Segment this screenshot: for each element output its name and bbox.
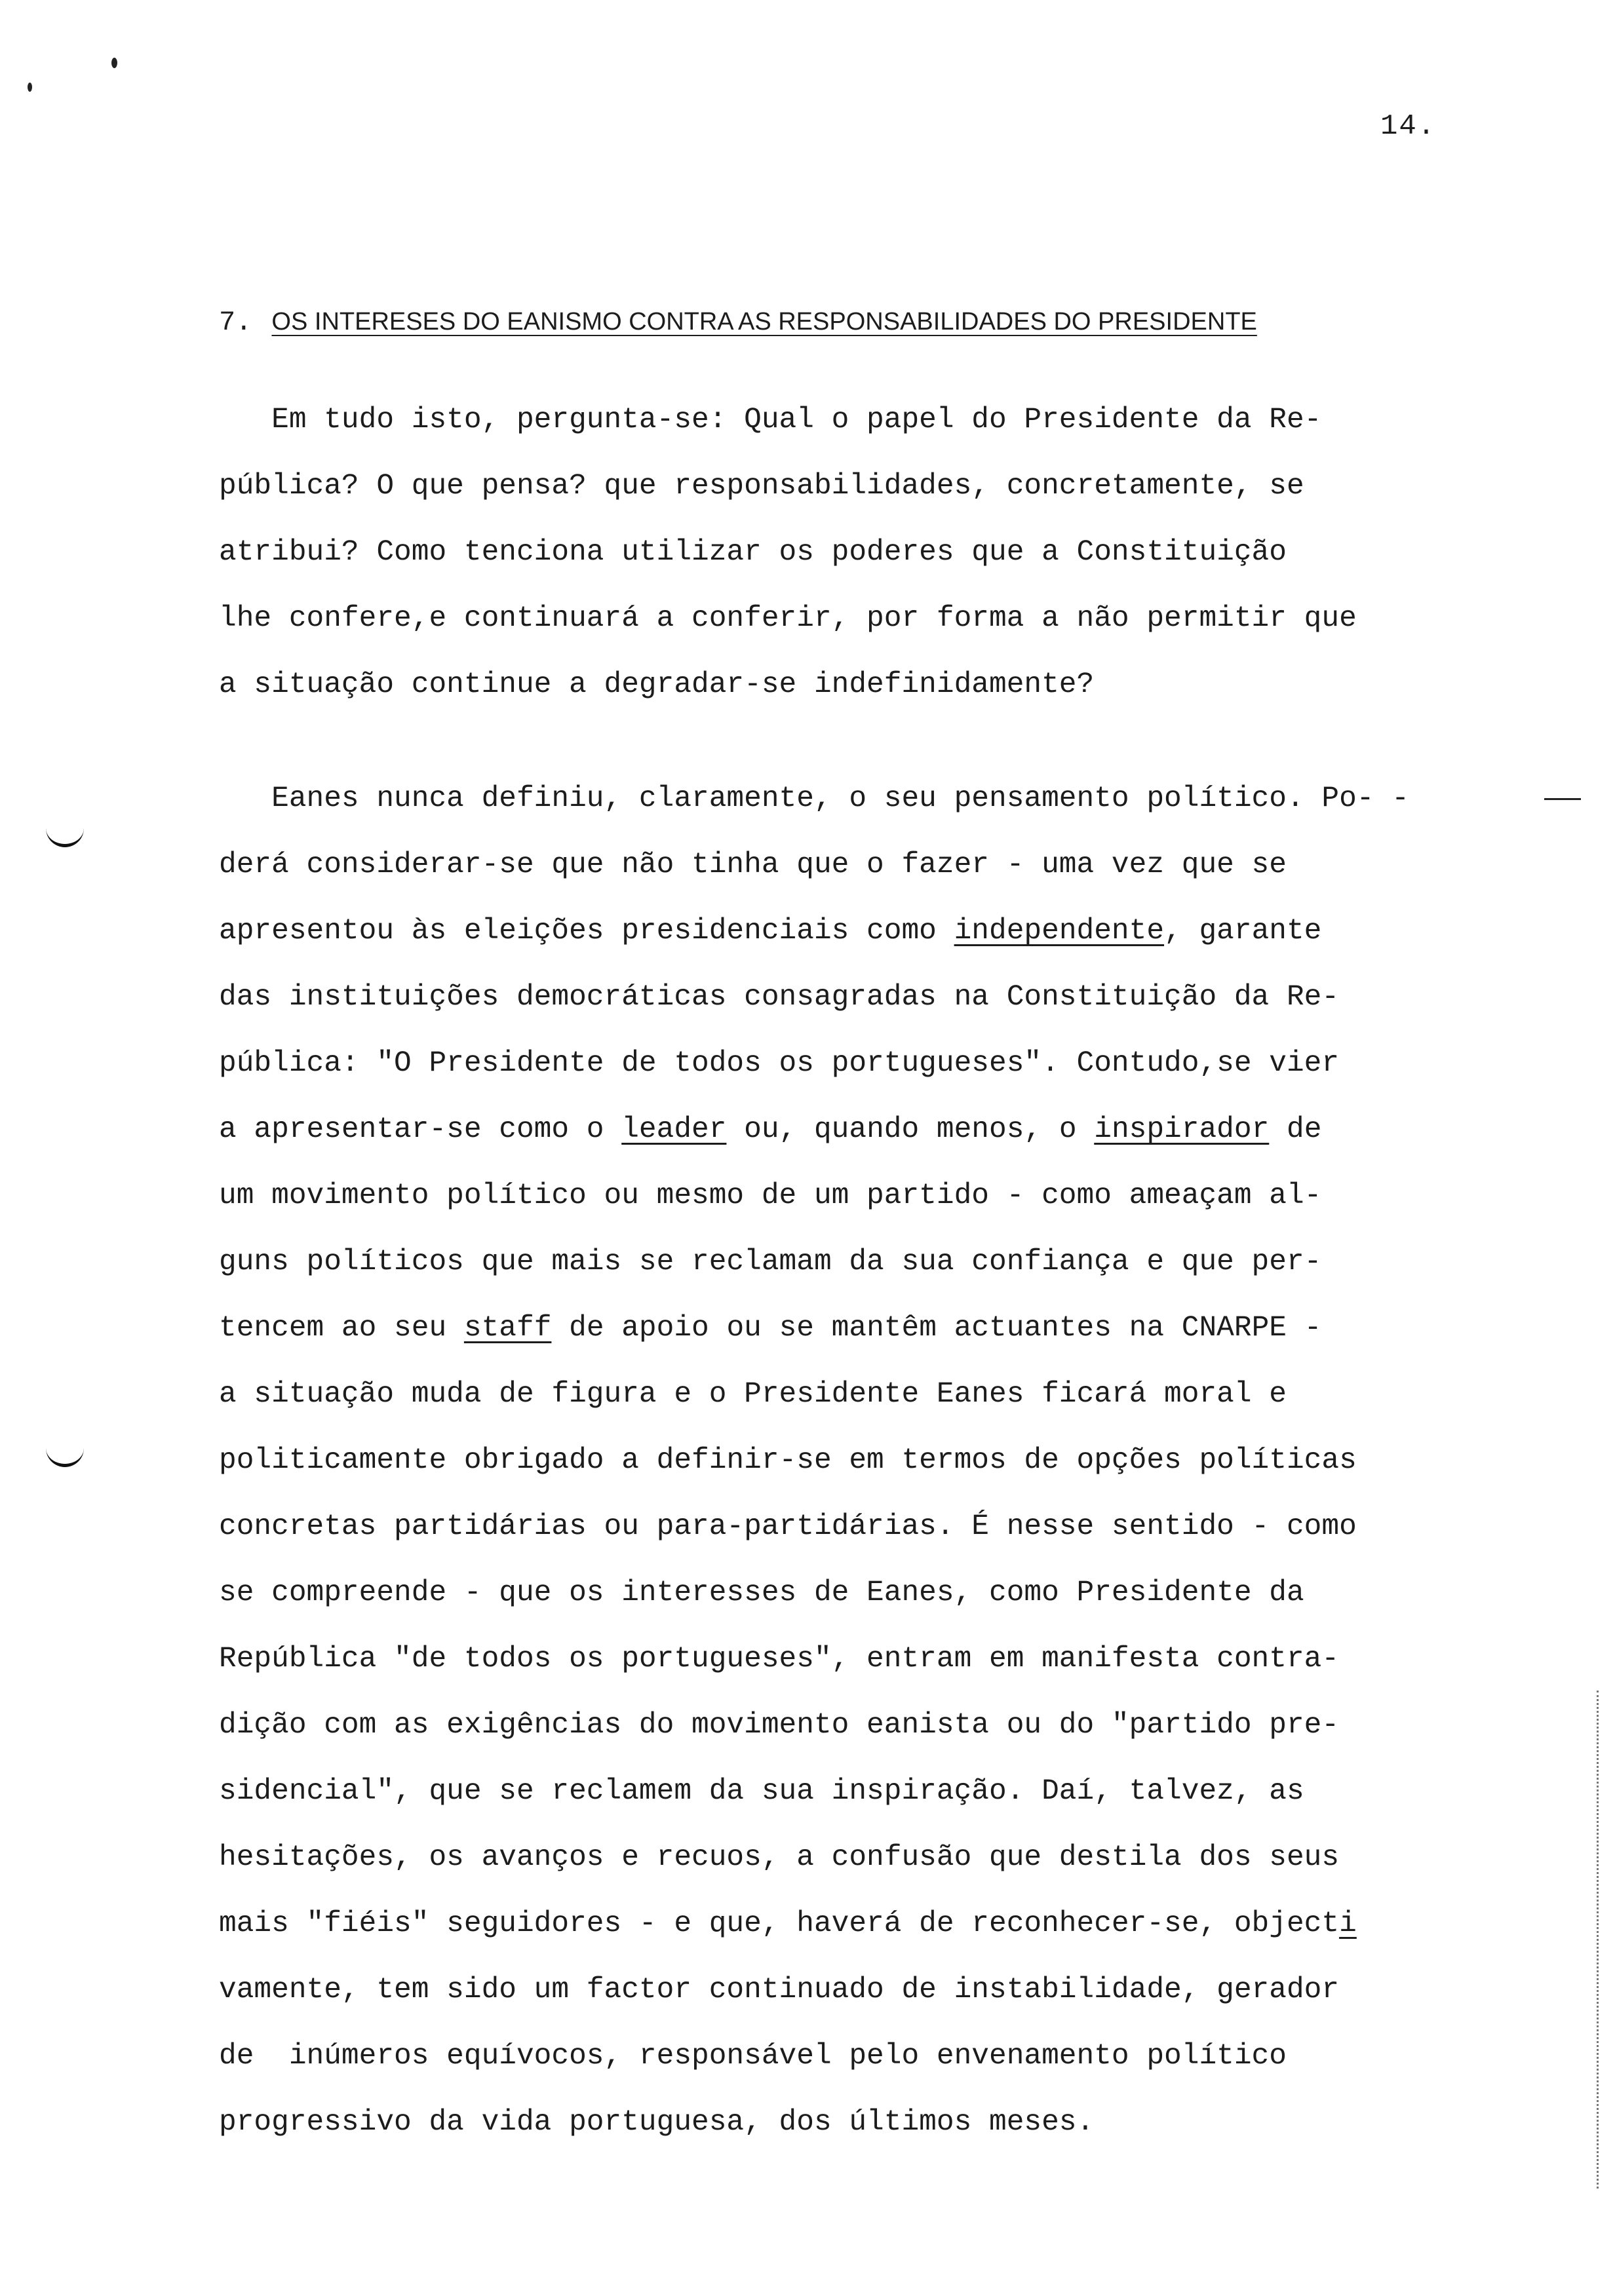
- underlined-word: inspirador: [1094, 1113, 1270, 1146]
- margin-check-mark: [46, 1447, 84, 1467]
- text-line: de inúmeros equívocos, responsável pelo envenamento político: [219, 2040, 1287, 2073]
- text-line: sidencial", que se reclamem da sua inspiração. Daí, talvez, as: [219, 1775, 1304, 1808]
- paragraph-1: [219, 387, 1530, 718]
- text-segment: apresentou às eleições presidenciais como: [219, 915, 954, 947]
- text-line: [219, 898, 1530, 965]
- text-line: progressivo da vida portuguesa, dos últimos meses.: [219, 2106, 1095, 2139]
- underlined-word: leader: [621, 1113, 727, 1146]
- text-line: hesitações, os avanços e recuos, a confusão que destila dos seus: [219, 1841, 1340, 1874]
- text-line: [219, 1891, 1530, 1957]
- text-line: atribui? Como tenciona utilizar os poderes que a Constituição: [219, 536, 1287, 569]
- text-line: um movimento político ou mesmo de um partido - como ameaçam al-: [219, 1179, 1322, 1212]
- text-line: [219, 1295, 1530, 1362]
- scan-edge-marks: [1597, 1691, 1599, 2189]
- scan-speck: [28, 83, 32, 92]
- page-number: 14.: [1380, 110, 1437, 143]
- margin-check-mark: [46, 827, 84, 847]
- text-line: derá considerar-se que não tinha que o fazer - uma vez que se: [219, 849, 1287, 881]
- underlined-word: staff: [463, 1312, 552, 1345]
- text-line: [219, 1097, 1530, 1163]
- text-segment: a apresentar-se como o: [219, 1113, 622, 1146]
- text-segment: , garante: [1164, 915, 1322, 947]
- text-line: a situação continue a degradar-se indefinidamente?: [219, 668, 1095, 701]
- text-segment: tencem ao seu: [219, 1312, 464, 1345]
- text-segment: ou, quando menos, o: [726, 1113, 1095, 1146]
- text-line: dição com as exigências do movimento eanista ou do "partido pre-: [219, 1709, 1340, 1742]
- text-line: pública? O que pensa? que responsabilidades, concretamente, se: [219, 470, 1304, 503]
- section-heading: [219, 307, 1257, 338]
- text-line: das instituições democráticas consagradas na Constituição da Re-: [219, 981, 1340, 1014]
- text-line: lhe confere,e continuará a conferir, por forma a não permitir que: [219, 602, 1357, 635]
- text-segment: de: [1269, 1113, 1322, 1146]
- text-line: a situação muda de figura e o Presidente Eanes ficará moral e: [219, 1378, 1287, 1411]
- text-line: se compreende - que os interesses de Eanes, como Presidente da: [219, 1577, 1304, 1609]
- text-line: politicamente obrigado a definir-se em termos de opções políticas: [219, 1444, 1357, 1477]
- text-line: pública: "O Presidente de todos os portugueses". Contudo,se vier: [219, 1047, 1340, 1080]
- text-line: Em tudo isto, pergunta-se: Qual o papel do Presidente da Re-: [219, 404, 1322, 436]
- underlined-word: independente: [954, 915, 1165, 947]
- section-number: 7.: [219, 307, 252, 338]
- text-line: guns políticos que mais se reclamam da sua confiança e que per-: [219, 1246, 1322, 1278]
- text-line: Eanes nunca definiu, claramente, o seu pensamento político. Po- -: [219, 782, 1409, 815]
- text-line: vamente, tem sido um factor continuado de instabilidade, gerador: [219, 1974, 1340, 2006]
- scan-speck: [111, 58, 117, 68]
- section-title: OS INTERESES DO EANISMO CONTRA AS RESPONSABILIDADES DO PRESIDENTE: [271, 308, 1257, 335]
- text-line: concretas partidárias ou para-partidárias. É nesse sentido - como: [219, 1510, 1357, 1543]
- text-line: República "de todos os portugueses", entram em manifesta contra-: [219, 1643, 1340, 1675]
- text-segment: de apoio ou se mantêm actuantes na CNARPE -: [551, 1312, 1322, 1345]
- paragraph-2: [219, 766, 1530, 2156]
- underlined-letter: i: [1339, 1907, 1357, 1940]
- text-segment: mais "fiéis" seguidores - e que, haverá de reconhecer-se, object: [219, 1907, 1340, 1940]
- margin-dash: [1544, 798, 1581, 800]
